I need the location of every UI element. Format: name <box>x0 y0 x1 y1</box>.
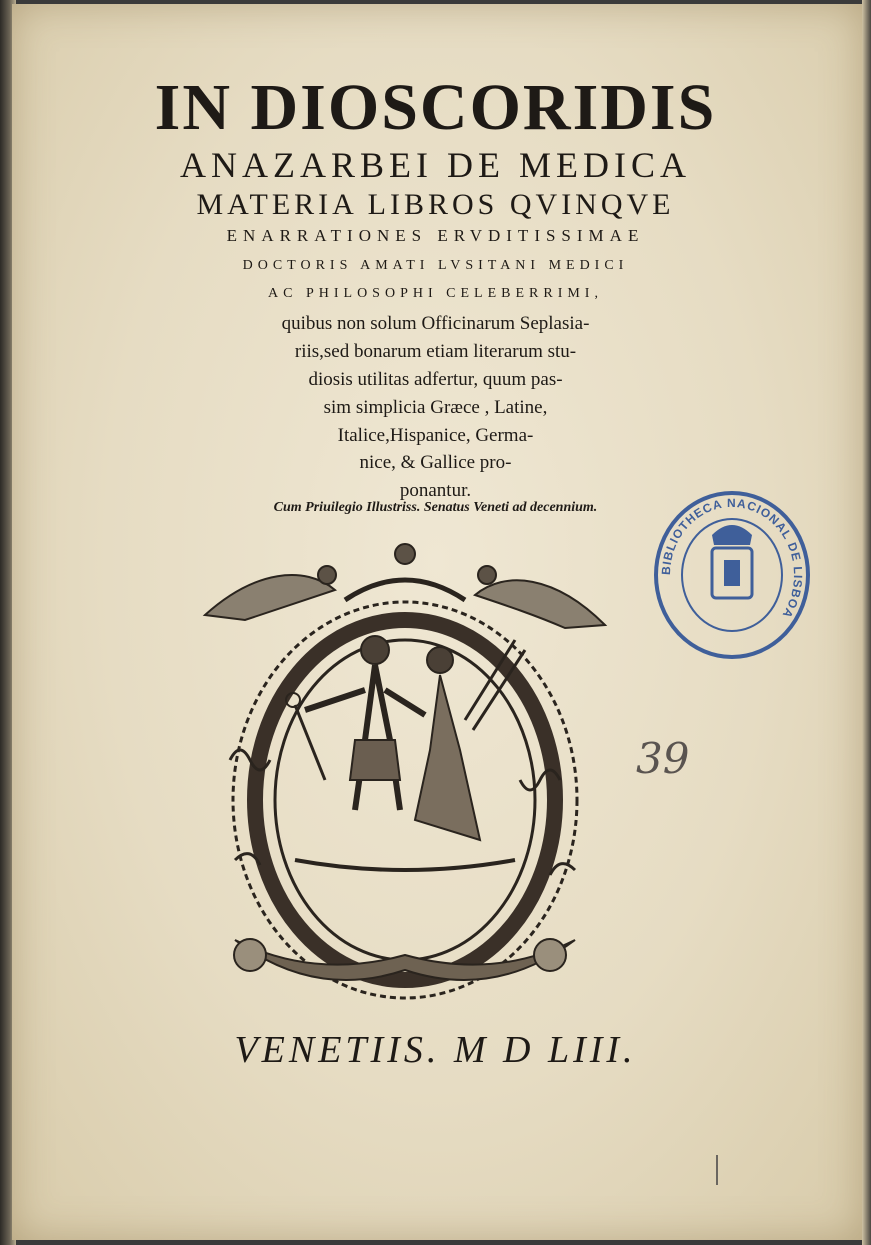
library-stamp <box>652 490 812 660</box>
title-line-6: AC PHILOSOPHI CELEBERRIMI, <box>268 286 603 301</box>
right-wing-shape <box>475 580 605 628</box>
subtitle-line-5: Italice,Hispanice, Germa- <box>337 425 534 446</box>
title-line-4: ENARRATIONES ERVDITISSIMAE <box>226 226 645 245</box>
top-head-shape <box>395 544 415 564</box>
subtitle-line-7: ponantur. <box>399 480 472 501</box>
handwritten-shelf-mark: 39 <box>636 734 690 783</box>
stamp-text: BIBLIOTHECA NACIONAL DE LISBOA <box>658 495 806 622</box>
subtitle-line-2: riis,sed bonarum etiam literarum stu- <box>294 341 577 362</box>
imprint-line: VENETIIS. M D LIII. <box>234 1029 637 1071</box>
pencil-mark <box>716 1155 718 1185</box>
subtitle-line-3: diosis utilitas adfertur, quum pas- <box>308 369 563 390</box>
subtitle-line-6: nice, & Gallice pro- <box>359 452 512 473</box>
crown-icon <box>712 525 752 545</box>
title-line-1: IN DIOSCORIDIS <box>154 71 717 144</box>
subtitle-line-4: sim simplicia Græce , Latine, <box>323 397 548 418</box>
privilege-line: Cum Priuilegio Illustriss. Senatus Veneti ad decennium. <box>273 500 598 515</box>
left-wing-shape <box>205 575 335 620</box>
title-line-5: DOCTORIS AMATI LVSITANI MEDICI <box>242 258 629 273</box>
subtitle-line-1: quibus non solum Officinarum Seplasia- <box>281 313 590 334</box>
title-line-3: MATERIA LIBROS QVINQVE <box>196 188 675 221</box>
woodcut-printers-device <box>195 540 615 1000</box>
title-line-2: ANAZARBEI DE MEDICA <box>180 145 691 185</box>
